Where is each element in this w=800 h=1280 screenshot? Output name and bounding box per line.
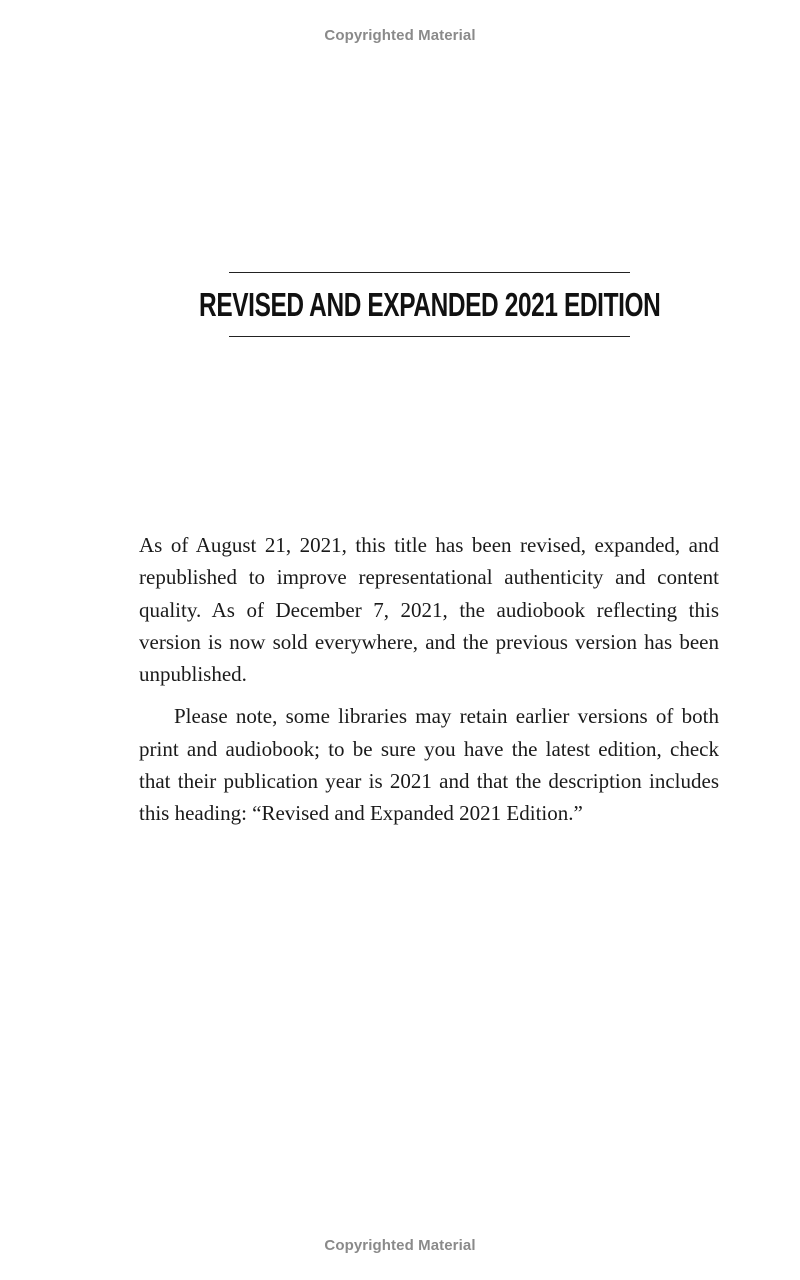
edition-notice [139, 529, 719, 830]
edition-heading-block [198, 272, 661, 337]
notice-paragraph-2: Please note, some libraries may retain earlier versions of both print and audiobook; to be sure you have the latest edition, check that their publication year is 2021 and that the description includes this heading: “Revised and Expanded 2021 Edition.” [139, 704, 719, 826]
copyright-watermark-top: Copyrighted Material [324, 27, 476, 44]
notice-paragraph-1: As of August 21, 2021, this title has been revised, expanded, and republished to improve representational authenticity and content quality. As of December 7, 2021, the audiobook reflecting this version is now sold everywhere, and the previous version has been unpublished. [139, 533, 719, 687]
edition-heading: REVISED AND EXPANDED 2021 EDITION [198, 286, 661, 323]
copyright-watermark-bottom: Copyrighted Material [324, 1237, 476, 1254]
